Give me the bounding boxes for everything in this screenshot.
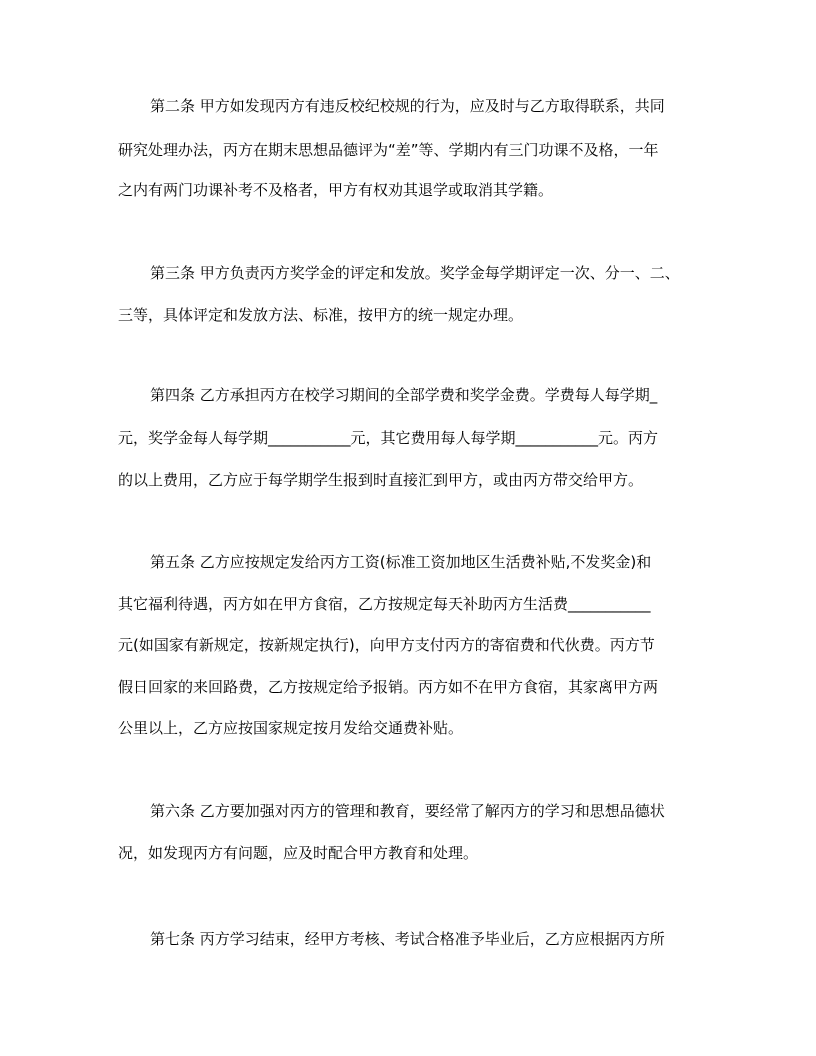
clause-6-line-1: 第六条 乙方要加强对丙方的管理和教育，要经常了解丙方的学习和思想品德状 [150,802,665,820]
clause-5-line-3: 元(如国家有新规定，按新规定执行)，向甲方支付丙方的寄宿费和代伙费。丙方节 [118,636,655,654]
clause-4-line-1: 第四条 乙方承担丙方在校学习期间的全部学费和奖学金费。学费每人每学期_ [150,386,658,404]
clause-7-line-1: 第七条 丙方学习结束，经甲方考核、考试合格准予毕业后，乙方应根据丙方所 [150,930,665,948]
clause-2-line-2: 研究处理办法，丙方在期末思想品德评为“差”等、学期内有三门功课不及格，一年 [118,141,659,159]
clause-4-line-2: 元，奖学金每人每学期___________元，其它费用每人每学期___________元。丙方 [118,429,659,447]
clause-5-line-2: 其它福利待遇，丙方如在甲方食宿，乙方按规定每天补助丙方生活费___________ [118,595,651,613]
clause-3-line-2: 三等，具体评定和发放方法、标准，按甲方的统一规定办理。 [118,306,524,324]
clause-2-line-3: 之内有两门功课补考不及格者，甲方有权劝其退学或取消其学籍。 [118,181,554,199]
clause-3-line-1: 第三条 甲方负责丙方奖学金的评定和发放。奖学金每学期评定一次、分一、二、 [150,264,680,282]
clause-2-line-1: 第二条 甲方如发现丙方有违反校纪校规的行为，应及时与乙方取得联系，共同 [150,97,665,115]
clause-4-line-3: 的以上费用，乙方应于每学期学生报到时直接汇到甲方，或由丙方带交给甲方。 [118,471,644,489]
clause-5-line-1: 第五条 乙方应按规定发给丙方工资(标准工资加地区生活费补贴,不发奖金)和 [150,553,652,571]
clause-5-line-4: 假日回家的来回路费，乙方按规定给予报销。丙方如不在甲方食宿，其家离甲方两 [118,678,659,696]
clause-5-line-5: 公里以上，乙方应按国家规定按月发给交通费补贴。 [118,719,464,737]
clause-6-line-2: 况，如发现丙方有问题，应及时配合甲方教育和处理。 [118,844,479,862]
